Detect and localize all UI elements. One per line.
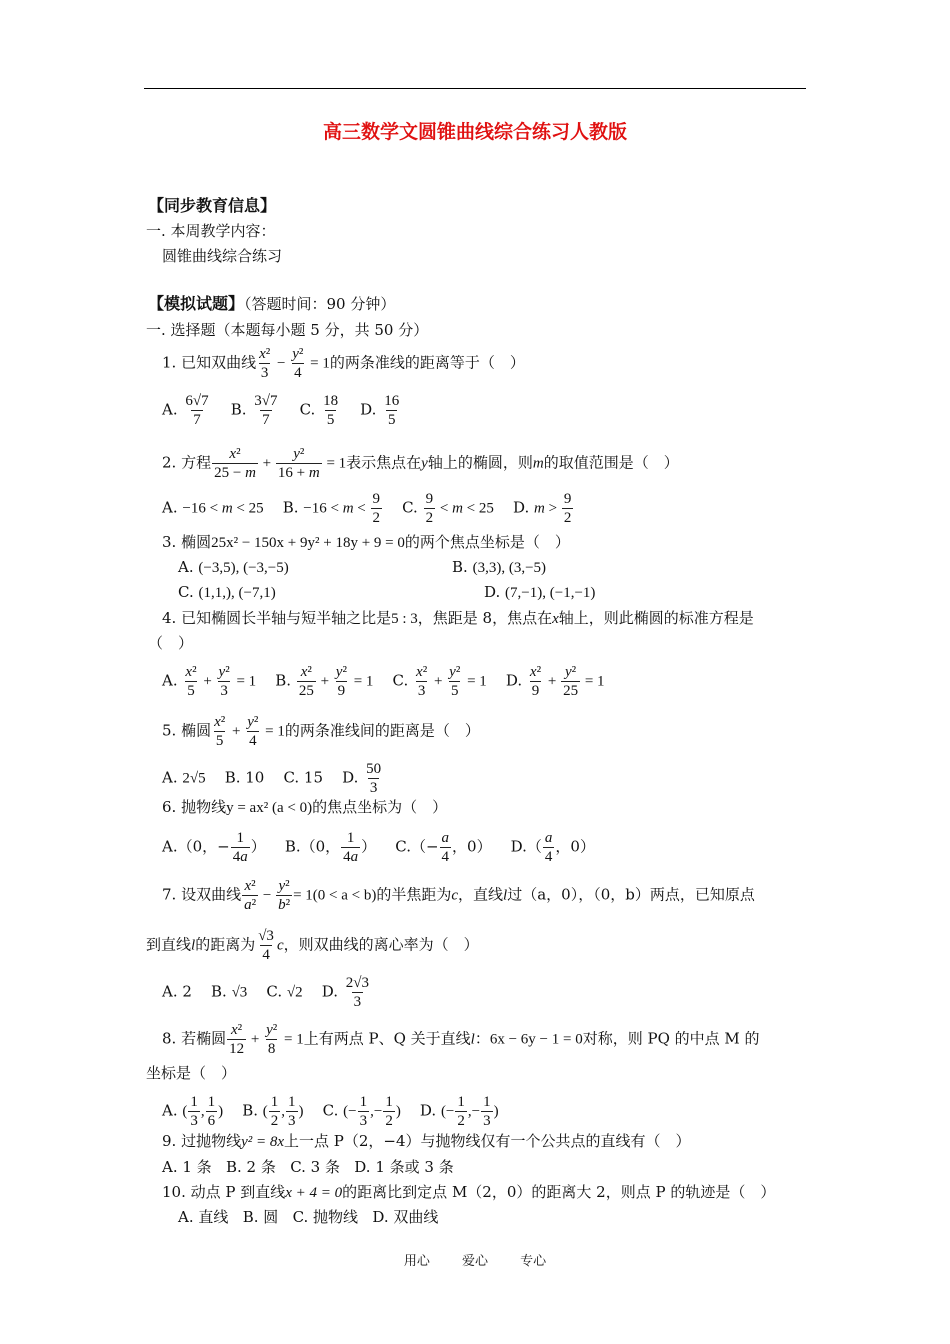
page-footer [0,1250,950,1269]
question-7: 7. 设双曲线 $\frac{\text{x²}}{\text{a²}}$ − $\frac{\text{y²}}{\text{b²}}$ = 1(0 < a < b)的半焦距为c，直线l过（a，0），（0，b）两点，已知原点 [162,878,755,913]
question-1: 1. 已知双曲线 $\frac{\text{x²}}{3}$ − $\frac{\text{y²}}{4}$ = 1的两条准线的距离等于（ ） [162,346,525,381]
question-6: 6. 抛物线y = ax² (a < 0)的焦点坐标为（ ） [162,798,448,816]
header-rule [144,88,806,89]
page-title: 高三数学文圆锥曲线综合练习人教版 [322,121,627,143]
question-3: 3. 椭圆25x² − 150x + 9y² + 18y + 9 = 0的两个焦点坐标是（ ） [162,533,570,551]
content-label: 一. 本周教学内容： [146,222,276,240]
question-3-option-a: A. (−3,5), (−3,−5) [178,558,289,576]
question-2: 2. 方程 $\frac{\text{x²}}{25 - m}$ + $\frac{\text{y²}}{16 + m}$ = 1表示焦点在y轴上的椭圆，则m的取值范围是（ ） [162,446,679,481]
content-topic: 圆锥曲线综合练习 [162,247,283,265]
footer-text-3: 专心 [520,1254,547,1269]
question-4: 4. 已知椭圆长半轴与短半轴之比是5 : 3，焦距是 8，焦点在x轴上，则此椭圆的标准方程是 [162,609,754,627]
question-7-line2: 到直线l的距离为 $\frac{√3}{4}$ c，则双曲线的离心率为（ ） [146,928,479,963]
question-3-option-d: D. (7,−1), (−1,−1) [484,583,596,601]
question-3-option-c: C. (1,1,), (−7,1) [178,583,276,601]
section-heading-mock: 【模拟试题】（答题时间：90 分钟） [148,294,396,313]
section-heading-sync: 【同步教育信息】 [148,196,277,215]
question-5: 5. 椭圆 $\frac{\text{x²}}{5}$ + $\frac{\text{y²}}{4}$ = 1的两条准线间的距离是（ ） [162,714,480,749]
question-4-paren: （ ） [148,634,194,652]
question-8: 8. 若椭圆 $\frac{\text{x²}}{12}$ + $\frac{\text{y²}}{8}$ = 1上有两点 P、Q 关于直线l：6x − 6y − 1 = 0对称，则 PQ 的中点 M 的 [162,1022,760,1057]
part-heading: 一. 选择题（本题每小题 5 分，共 50 分） [146,321,429,339]
question-9-options: A. 1 条 B. 2 条 C. 3 条 D. 1 条或 3 条 [162,1158,454,1176]
question-10-options: A. 直线 B. 圆 C. 抛物线 D. 双曲线 [178,1208,439,1226]
footer-text-1: 用心 [403,1254,430,1269]
question-1-options: A. $\frac{6√7}{7}$ B. $\frac{3√7}{7}$ C. $\frac{18}{5}$ D. $\frac{16}{5}$ [162,393,400,428]
question-8-line2: 坐标是（ ） [146,1064,237,1082]
question-10: 10. 动点 P 到直线x + 4 = 0的距离比到定点 M（2，0）的距离大 2，则点 P 的轨迹是（ ） [162,1183,776,1201]
question-9: 9. 过抛物线y² = 8x上一点 P（2，−4）与抛物线仅有一个公共点的直线有（ ） [162,1132,691,1150]
question-6-options: A.（0，− $\frac{1}{4a}$ ） B.（0， $\frac{1}{4a}$ ） C.（− $\frac{a}{4}$ ，0） D.（ $\frac{a}{4}$ ，0） [162,830,595,865]
question-7-options: A. 2 B. √3 C. √2 D. $\frac{2√3}{3}$ [162,975,369,1010]
question-4-options: A. $\frac{\text{x²}}{5}$ + $\frac{\text{y²}}{3}$ = 1 B. $\frac{\text{x²}}{25}$ + $\frac{\text{y²}}{9}$ = 1 C. $\frac{\text{x²}}{3}$ + $\frac{\text{y²}}{5}$ = 1 D. $\frac{\text{x²}}{9}$ + $\frac{\text{y²}}{25}$ = 1 [162,664,605,699]
question-3-option-b: B. (3,3), (3,−5) [452,558,547,576]
question-2-options: A. −16 < m < 25 B. −16 < m < $\frac{9}{2}$ C. $\frac{9}{2}$ < m < 25 D. m > $\frac{9}{2}$ [162,491,572,526]
question-5-options: A. 2√5 B. 10 C. 15 D. $\frac{50}{3}$ [162,761,382,796]
question-8-options: A. ( $\frac{1}{3}$ , $\frac{1}{6}$ ) B. ( $\frac{1}{2}$ , $\frac{1}{3}$ ) C. (− $\frac{1}{3}$ ,− $\frac{1}{2}$ ) D. (− $\frac{1}{2}$ ,− $\frac{1}{3}$ ) [162,1094,499,1129]
footer-text-2: 爱心 [461,1254,488,1269]
